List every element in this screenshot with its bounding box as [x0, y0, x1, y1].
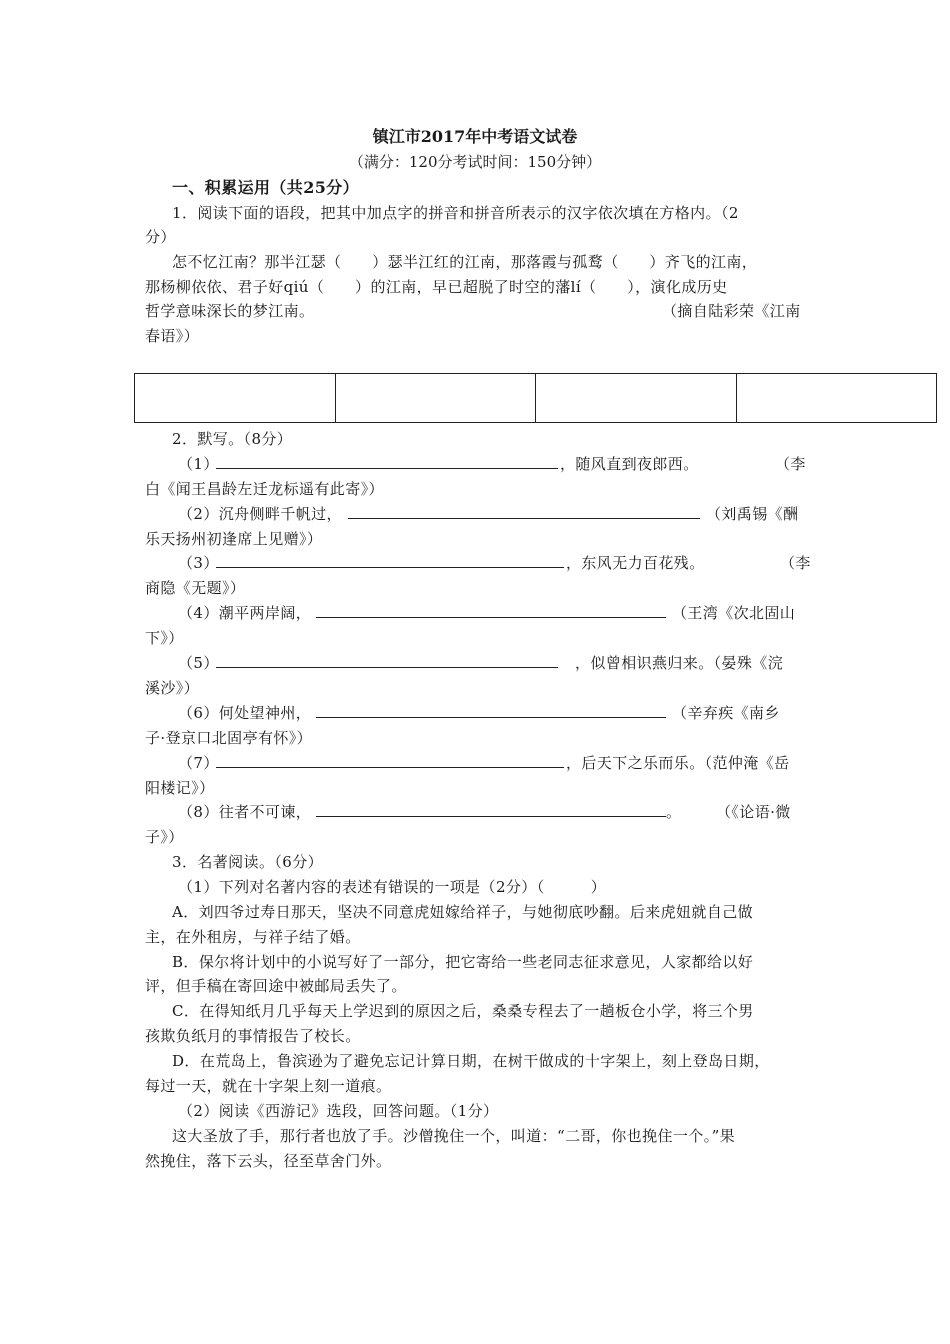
q2-item-source: 下》） [145, 629, 184, 647]
q3-option-a: 主，在外租房，与祥子结了婚。 [145, 928, 361, 946]
q2-item: （6）何处望神州， [178, 704, 312, 722]
q1-line: 1．阅读下面的语段，把其中加点字的拼音和拼音所表示的汉字依次填在方格内。（2 [172, 204, 739, 222]
answer-blank[interactable] [316, 816, 666, 817]
q3-option-c: C．在得知纸月几乎每天上学迟到的原因之后，桑桑专程去了一趟板仓小学，将三个男 [172, 1002, 754, 1020]
section-heading: 一、积累运用（共25分） [172, 178, 360, 197]
q3-option-d: 每过一天，就在十字架上刻一道痕。 [145, 1077, 392, 1095]
q2-item: （1） [178, 455, 219, 473]
q3-option-d: D．在荒岛上，鲁滨逊为了避免忘记计算日期，在树干做成的十字架上，刻上登岛日期， [172, 1052, 770, 1070]
q2-heading: 2．默写。（8分） [172, 430, 293, 448]
q3-heading: 3．名著阅读。（6分） [172, 853, 323, 871]
q2-item-source: 商隐《无题》） [145, 579, 246, 597]
q2-item-source: 溪沙》） [145, 679, 200, 697]
page-title: 镇江市2017年中考语文试卷 [372, 127, 578, 146]
q2-item-source: （李 [780, 554, 811, 572]
answer-cell[interactable] [135, 374, 336, 422]
q1-source: （摘自陆彩荣《江南 [662, 302, 801, 320]
q2-item: （5） [178, 654, 219, 672]
answer-grid [134, 373, 937, 423]
q2-item: （4）潮平两岸阔， [178, 604, 312, 622]
q2-item: （8）往者不可谏， [178, 803, 312, 821]
q3-option-b: 评，但手稿在寄回途中被邮局丢失了。 [145, 977, 407, 995]
q2-item-source: （王湾《次北固山 [672, 604, 796, 622]
q1-passage-line: 哲学意味深长的梦江南。 [145, 302, 315, 320]
q2-item-text: 。 [666, 803, 682, 821]
q3-option-c: 孩欺负纸月的事情报告了校长。 [145, 1027, 361, 1045]
q3-excerpt: 然挽住，落下云头，径至草舍门外。 [145, 1152, 392, 1170]
q1-line: 分） [145, 228, 176, 246]
q2-item-source: 子》） [145, 828, 184, 846]
q2-item-source: 白《闻王昌龄左迁龙标遥有此寄》） [145, 480, 384, 498]
exam-info: （满分：120分考试时间：150分钟） [348, 153, 602, 171]
q2-item-source: 乐天扬州初逢席上见赠》） [145, 530, 323, 548]
q2-item-text: ，东风无力百花残。 [566, 554, 705, 572]
answer-blank[interactable] [216, 567, 564, 568]
q3-subquestion: （2）阅读《西游记》选段，回答问题。（1分） [178, 1102, 499, 1120]
q2-item-source: （刘禹锡《酬 [706, 505, 799, 523]
q1-passage-line: 那杨柳依依、君子好qiú（ ）的江南，早已超脱了时空的藩lí（ ），演化成历史 [145, 278, 728, 296]
answer-blank[interactable] [316, 717, 666, 718]
answer-blank[interactable] [216, 767, 564, 768]
q2-item: （7） [178, 754, 219, 772]
q2-item-text: ，后天下之乐而乐。（范仲淹《岳 [566, 754, 790, 772]
answer-cell[interactable] [737, 374, 937, 422]
answer-blank[interactable] [348, 518, 700, 519]
answer-cell[interactable] [536, 374, 737, 422]
answer-blank[interactable] [216, 468, 558, 469]
q2-item: （2）沉舟侧畔千帆过， [178, 505, 342, 523]
q1-passage-line: 怎不忆江南？那半江瑟（ ）瑟半江红的江南，那落霞与孤鹜（ ）齐飞的江南， [172, 253, 758, 271]
q1-passage-line: 春语》） [145, 327, 200, 345]
q2-item-source: 阳楼记》） [145, 779, 215, 797]
q3-excerpt: 这大圣放了手，那行者也放了手。沙僧挽住一个，叫道：“二哥，你也挽住一个。”果 [172, 1127, 736, 1145]
q2-item-source: （《论语·微 [716, 803, 791, 821]
answer-cell[interactable] [336, 374, 537, 422]
q2-item-source: 子·登京口北固亭有怀》） [145, 729, 313, 747]
q2-item: （3） [178, 554, 219, 572]
answer-blank[interactable] [316, 617, 666, 618]
q2-item-text: ，随风直到夜郎西。 [560, 455, 699, 473]
answer-blank[interactable] [216, 667, 558, 668]
q2-item-source: （辛弃疾《南乡 [672, 704, 780, 722]
q2-item-text: ，似曾相识燕归来。（晏殊《浣 [575, 654, 784, 672]
q3-subquestion: （1）下列对名著内容的表述有错误的一项是（2分）（ ） [178, 878, 607, 896]
q3-option-a: A．刘四爷过寿日那天，坚决不同意虎妞嫁给祥子，与她彻底吵翻。后来虎妞就自己做 [172, 903, 754, 921]
q3-option-b: B．保尔将计划中的小说写好了一部分，把它寄给一些老同志征求意见，人家都给以好 [172, 953, 754, 971]
q2-item-source: （李 [775, 455, 806, 473]
